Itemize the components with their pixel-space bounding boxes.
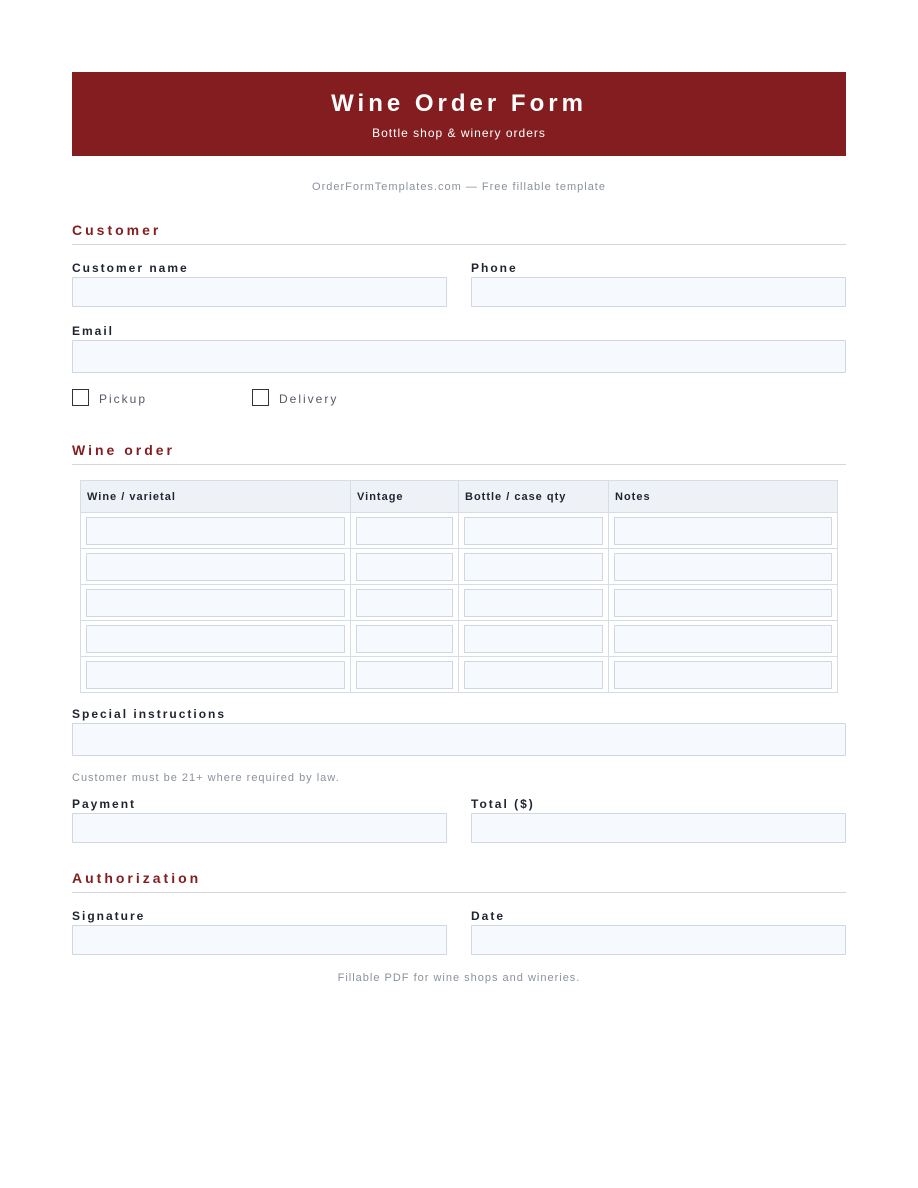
notes-input[interactable] bbox=[614, 589, 832, 617]
age-note: Customer must be 21+ where required by law. bbox=[72, 772, 340, 784]
source-line: OrderFormTemplates.com — Free fillable template bbox=[312, 181, 606, 193]
delivery-checkbox[interactable] bbox=[252, 389, 269, 406]
table-row bbox=[81, 513, 838, 549]
table-row bbox=[81, 657, 838, 693]
email-label: Email bbox=[72, 324, 115, 338]
table-cell bbox=[351, 549, 459, 585]
column-header-notes: Notes bbox=[609, 481, 838, 513]
vintage-input[interactable] bbox=[356, 589, 453, 617]
notes-input[interactable] bbox=[614, 553, 832, 581]
table-cell bbox=[81, 621, 351, 657]
phone-field[interactable] bbox=[471, 277, 846, 307]
table-cell bbox=[609, 549, 838, 585]
payment-label: Payment bbox=[72, 797, 137, 811]
table-cell bbox=[459, 549, 609, 585]
table-cell bbox=[609, 657, 838, 693]
table-cell bbox=[81, 657, 351, 693]
phone-label: Phone bbox=[471, 261, 518, 275]
wine-input[interactable] bbox=[86, 589, 345, 617]
signature-label: Signature bbox=[72, 909, 146, 923]
section-divider bbox=[72, 892, 846, 893]
special-instructions-label: Special instructions bbox=[72, 707, 227, 721]
qty-input[interactable] bbox=[464, 517, 603, 545]
table-cell bbox=[351, 585, 459, 621]
pickup-label: Pickup bbox=[99, 392, 148, 406]
section-title-authorization: Authorization bbox=[72, 870, 202, 886]
customer-name-field[interactable] bbox=[72, 277, 447, 307]
qty-input[interactable] bbox=[464, 661, 603, 689]
email-field[interactable] bbox=[72, 340, 846, 373]
table-cell bbox=[459, 585, 609, 621]
notes-input[interactable] bbox=[614, 517, 832, 545]
table-row bbox=[81, 621, 838, 657]
table-cell bbox=[609, 585, 838, 621]
total-label: Total ($) bbox=[471, 797, 535, 811]
signature-field[interactable] bbox=[72, 925, 447, 955]
table-cell bbox=[459, 657, 609, 693]
vintage-input[interactable] bbox=[356, 517, 453, 545]
wine-input[interactable] bbox=[86, 661, 345, 689]
table-cell bbox=[351, 657, 459, 693]
table-header-row bbox=[81, 481, 838, 513]
table-cell bbox=[351, 513, 459, 549]
table-row bbox=[81, 585, 838, 621]
wine-input[interactable] bbox=[86, 517, 345, 545]
vintage-input[interactable] bbox=[356, 625, 453, 653]
vintage-input[interactable] bbox=[356, 553, 453, 581]
table-cell bbox=[351, 621, 459, 657]
table-cell bbox=[81, 549, 351, 585]
wine-input[interactable] bbox=[86, 553, 345, 581]
qty-input[interactable] bbox=[464, 553, 603, 581]
table-cell bbox=[459, 621, 609, 657]
delivery-label: Delivery bbox=[279, 392, 339, 406]
form-title: Wine Order Form bbox=[331, 90, 587, 117]
section-title-customer: Customer bbox=[72, 222, 162, 238]
wine-input[interactable] bbox=[86, 625, 345, 653]
vintage-input[interactable] bbox=[356, 661, 453, 689]
column-header-wine: Wine / varietal bbox=[81, 481, 351, 513]
section-title-wine-order: Wine order bbox=[72, 442, 175, 458]
qty-input[interactable] bbox=[464, 625, 603, 653]
table-cell bbox=[609, 513, 838, 549]
customer-name-label: Customer name bbox=[72, 261, 189, 275]
footer-note: Fillable PDF for wine shops and wineries. bbox=[337, 972, 581, 984]
section-divider bbox=[72, 464, 846, 465]
column-header-vintage: Vintage bbox=[351, 481, 459, 513]
notes-input[interactable] bbox=[614, 661, 832, 689]
qty-input[interactable] bbox=[464, 589, 603, 617]
pickup-checkbox[interactable] bbox=[72, 389, 89, 406]
column-header-qty: Bottle / case qty bbox=[459, 481, 609, 513]
header-banner bbox=[72, 72, 846, 156]
wine-order-table bbox=[80, 480, 838, 693]
special-instructions-field[interactable] bbox=[72, 723, 846, 756]
section-divider bbox=[72, 244, 846, 245]
table-cell bbox=[81, 585, 351, 621]
date-field[interactable] bbox=[471, 925, 846, 955]
table-cell bbox=[609, 621, 838, 657]
notes-input[interactable] bbox=[614, 625, 832, 653]
total-field[interactable] bbox=[471, 813, 846, 843]
table-cell bbox=[81, 513, 351, 549]
table-cell bbox=[459, 513, 609, 549]
payment-field[interactable] bbox=[72, 813, 447, 843]
form-subtitle: Bottle shop & winery orders bbox=[372, 126, 546, 140]
date-label: Date bbox=[471, 909, 506, 923]
table-row bbox=[81, 549, 838, 585]
